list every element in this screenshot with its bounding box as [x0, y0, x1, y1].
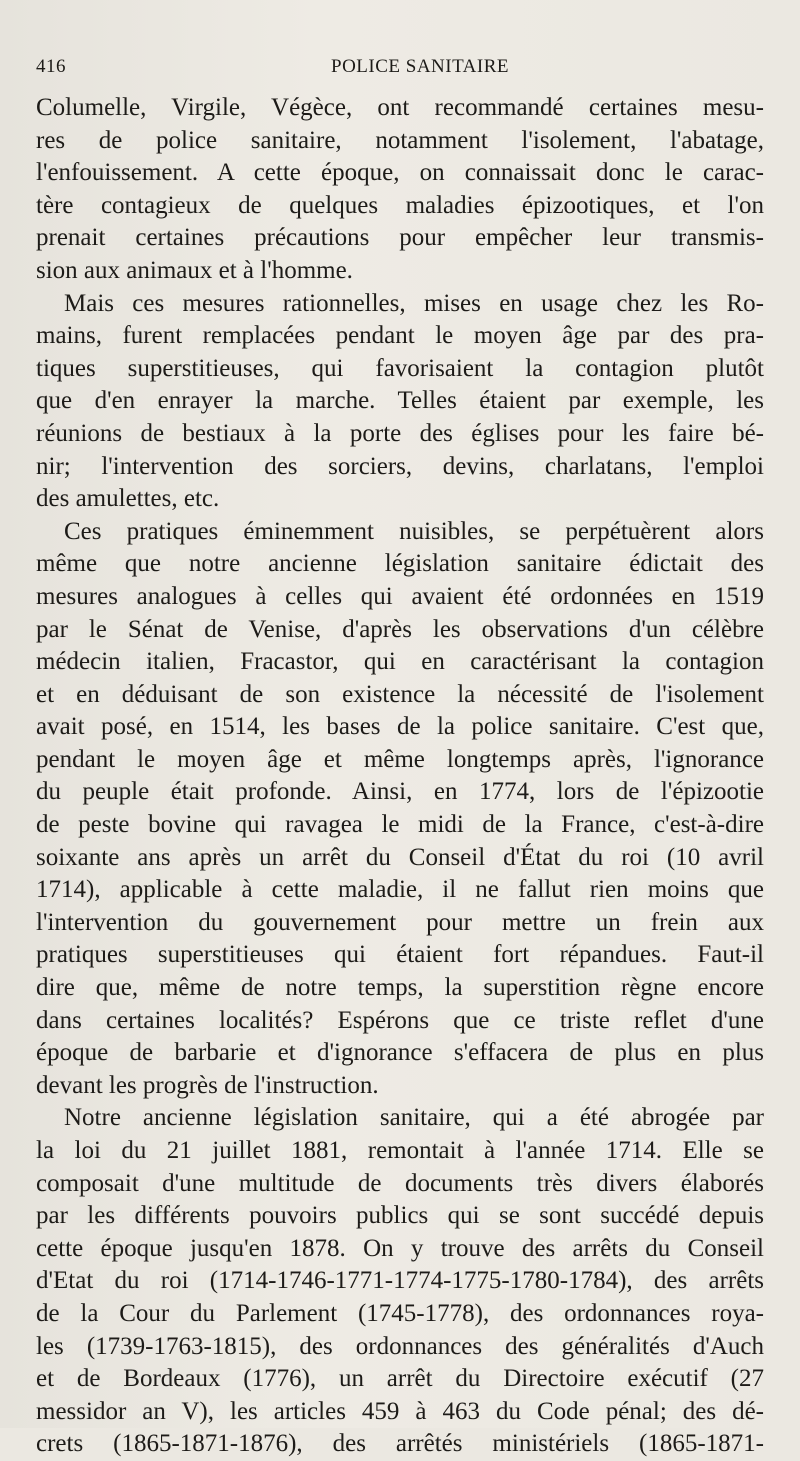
text-line: devant les progrès de l'instruction. [36, 1071, 379, 1099]
text-line: messidor an V), les articles 459 à 463 du Code pénal; des dé- [36, 1397, 764, 1425]
text-line: l'enfouissement. A cette époque, on connaissait donc le carac- [36, 159, 764, 187]
text-line: du peuple était profonde. Ainsi, en 1774, lors de l'épizootie [36, 778, 764, 806]
text-line: tère contagieux de quelques maladies épizootiques, et l'on [36, 191, 764, 219]
text-line: de peste bovine qui ravagea le midi de la France, c'est-à-dire [36, 811, 764, 839]
text-line: Notre ancienne législation sanitaire, qui a été abrogée par [64, 1104, 764, 1132]
text-line: par les différents pouvoirs publics qui se sont succédé depuis [36, 1202, 764, 1230]
text-line: médecin italien, Fracastor, qui en caractérisant la contagion [36, 648, 764, 676]
text-line: crets (1865-1871-1876), des arrêtés ministériels (1865-1871- [36, 1430, 764, 1458]
text-line: époque de barbarie et d'ignorance s'effacera de plus en plus [36, 1039, 764, 1067]
page-header [36, 56, 764, 86]
text-line: de la Cour du Parlement (1745-1778), des ordonnances roya- [36, 1299, 764, 1327]
text-line: des amulettes, etc. [36, 485, 220, 513]
text-line: mains, furent remplacées pendant le moyen âge par des pra- [36, 322, 764, 350]
text-line: prenait certaines précautions pour empêcher leur transmis- [36, 224, 764, 252]
body-text [36, 92, 764, 1461]
text-line: même que notre ancienne législation sanitaire édictait des [36, 550, 764, 578]
text-line: pendant le moyen âge et même longtemps après, l'ignorance [36, 745, 764, 773]
text-line: que d'en enrayer la marche. Telles étaient par exemple, les [36, 387, 764, 415]
text-line: pratiques superstitieuses qui étaient fort répandues. Faut-il [36, 941, 764, 969]
text-line: Ces pratiques éminemment nuisibles, se perpétuèrent alors [64, 517, 764, 545]
page-number: 416 [36, 56, 66, 77]
running-title: POLICE SANITAIRE [331, 56, 509, 77]
text-line: dire que, même de notre temps, la superstition règne encore [36, 974, 764, 1002]
text-line: Columelle, Virgile, Végèce, ont recommandé certaines mesu- [36, 94, 764, 121]
text-line: 1714), applicable à cette maladie, il ne fallut rien moins que [36, 876, 764, 904]
text-line: mesures analogues à celles qui avaient été ordonnées en 1519 [36, 582, 764, 610]
text-line: d'Etat du roi (1714-1746-1771-1774-1775-1780-1784), des arrêts [36, 1267, 764, 1295]
text-line: nir; l'intervention des sorciers, devins, charlatans, l'emploi [36, 452, 764, 480]
text-line: par le Sénat de Venise, d'après les observations d'un célèbre [36, 615, 764, 643]
text-line: res de police sanitaire, notamment l'isolement, l'abatage, [36, 126, 764, 154]
text-line: avait posé, en 1514, les bases de la police sanitaire. C'est que, [36, 713, 764, 741]
text-line: composait d'une multitude de documents très divers élaborés [36, 1169, 764, 1197]
text-line: cette époque jusqu'en 1878. On y trouve des arrêts du Conseil [36, 1234, 764, 1262]
text-line: et en déduisant de son existence la nécessité de l'isolement [36, 680, 764, 708]
text-line: soixante ans après un arrêt du Conseil d'État du roi (10 avril [36, 843, 764, 871]
text-line: la loi du 21 juillet 1881, remontait à l'année 1714. Elle se [36, 1137, 764, 1164]
text-line: tiques superstitieuses, qui favorisaient la contagion plutôt [36, 354, 764, 382]
text-line: Mais ces mesures rationnelles, mises en usage chez les Ro- [64, 289, 764, 317]
text-line: et de Bordeaux (1776), un arrêt du Directoire exécutif (27 [36, 1365, 764, 1393]
text-line: sion aux animaux et à l'homme. [36, 256, 353, 284]
text-line: dans certaines localités? Espérons que ce triste reflet d'une [36, 1006, 764, 1034]
text-line: réunions de bestiaux à la porte des églises pour les faire bé- [36, 419, 764, 447]
text-line: l'intervention du gouvernement pour mettre un frein aux [36, 908, 764, 936]
text-line: les (1739-1763-1815), des ordonnances des généralités d'Auch [36, 1332, 764, 1360]
